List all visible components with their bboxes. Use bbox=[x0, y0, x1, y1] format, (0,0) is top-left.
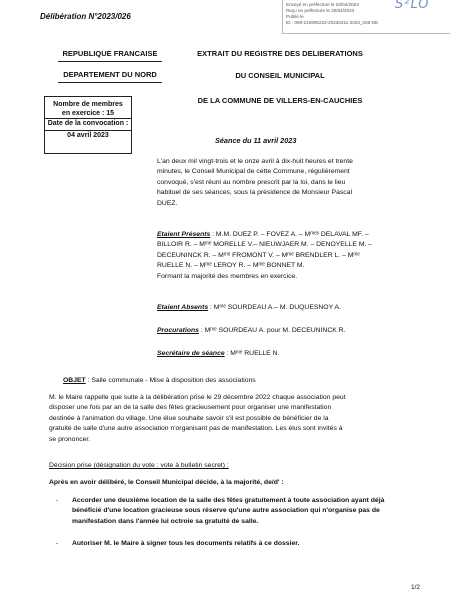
decision-line: Accorder une deuxième location de la salle des fêtes gratuitement à toute association ayant déjà bbox=[72, 497, 385, 504]
commune-title: DE LA COMMUNE DE VILLERS-EN-CAUCHIES bbox=[197, 96, 363, 105]
presents-line: DECEUNINCK R. – Mᵐᵉ FROMONT V. – Mᵐᵉ BRENDLER L. – Mᵐᵉ bbox=[157, 251, 360, 259]
intro-line: convoqué, s'est réuni au nombre prescrit par la loi, dans le lieu bbox=[157, 178, 346, 186]
secretaire-label: Secrétaire de séance bbox=[157, 350, 225, 357]
body-paragraph bbox=[49, 393, 415, 445]
presents-line: BILLOIR R. – Mᵐᵉ MORELLE V.– NIEUWJAER M. – DENOYELLE M. – bbox=[157, 241, 373, 249]
secretaire-line bbox=[157, 349, 279, 359]
intro-line: habituel de ses séances, sous la présidence de Monsieur Pascal bbox=[157, 189, 352, 197]
presents-line: : M.M. DUEZ P. – FOVEZ A. – Mᵐᵉˢ DELAVAL MF. – bbox=[210, 231, 369, 238]
decision-intro: Après en avoir délibéré, le Conseil Municipal décide, à la majorité, de/d' : bbox=[49, 479, 284, 486]
procurations-label: Procurations bbox=[157, 327, 199, 334]
members-line: en exercice : 15 bbox=[61, 110, 115, 117]
body-line: gratuité de salle d'une autre association n'organisant pas de manifestation. Les élus sont invités à bbox=[49, 425, 343, 433]
decision-item bbox=[72, 496, 418, 527]
absents-text: : Mᵐᵉ SOURDEAU A.– M. DUQUESNOY A. bbox=[208, 304, 341, 311]
seance-date: Séance du 11 avril 2023 bbox=[215, 136, 297, 145]
decision-line: Autoriser M. le Maire à signer tous les documents relatifs à ce dossier. bbox=[72, 540, 300, 547]
bullet-dash: - bbox=[56, 540, 59, 547]
divider bbox=[58, 61, 162, 62]
decision-item bbox=[72, 539, 299, 549]
deliberation-number: Délibération N°2023/026 bbox=[40, 12, 131, 21]
presents-label: Etaient Présents bbox=[157, 231, 211, 238]
stamp-line: Envoyé en préfecture le 20/04/2023 bbox=[286, 2, 359, 7]
republique-label: REPUBLIQUE FRANCAISE bbox=[62, 49, 158, 58]
divider bbox=[58, 82, 162, 83]
bullet-dash: - bbox=[56, 497, 59, 504]
objet-label: OBJET bbox=[63, 377, 86, 384]
stamp-line: ID : 059-215906223-20230411-2023_026-DE bbox=[286, 20, 379, 25]
extrait-title: EXTRAIT DU REGISTRE DES DELIBERATIONS bbox=[197, 49, 363, 58]
stamp-logo: S²LO bbox=[395, 0, 430, 12]
intro-line: L'an deux mil vingt-trois et le onze avril à dix-huit heures et trente bbox=[157, 158, 353, 165]
decision-line: manifestation dans l'année lui octroie sa gratuité de salle. bbox=[72, 517, 259, 525]
absents-label: Etaient Absents bbox=[157, 304, 209, 311]
intro-paragraph bbox=[157, 157, 417, 209]
body-line: se prononcer. bbox=[49, 435, 91, 443]
convocation-date: 04 avril 2023 bbox=[45, 130, 131, 140]
departement-label: DEPARTEMENT DU NORD bbox=[63, 70, 157, 79]
convocation-label: Date de la convocation : bbox=[45, 118, 131, 128]
decision-label: Décision prise (désignation du vote : vote à bulletin secret) : bbox=[49, 462, 229, 469]
body-line: disposer une fois par an de la salle des fêtes gracieusement pour organiser une manifestation bbox=[49, 404, 332, 412]
conseil-title: DU CONSEIL MUNICIPAL bbox=[235, 71, 325, 80]
objet-line bbox=[63, 376, 256, 386]
presents-block bbox=[157, 230, 425, 282]
decision-line: bénéficié d'une location gracieuse sous réserve qu'une autre association qui n'organise pas de bbox=[72, 507, 380, 515]
presents-line: RUELLE N. – Mᵐᵉ LEROY R. – Mᵐᵉ BONNET M. bbox=[157, 262, 305, 270]
body-line: M. le Maire rappelle que suite à la délibération prise le 29 décembre 2022 chaque association peut bbox=[49, 394, 346, 401]
prefecture-stamp bbox=[282, 0, 450, 34]
stamp-line: Reçu en préfecture le 20/04/2023 bbox=[286, 8, 355, 13]
members-box bbox=[44, 96, 132, 154]
body-line: destinée à l'animation du village. Une élue souhaite savoir s'il est possible de bénéficier de la bbox=[49, 414, 329, 422]
presents-line: Formant la majorité des membres en exercice. bbox=[157, 272, 298, 280]
procurations-line bbox=[157, 326, 345, 336]
members-line: Nombre de membres bbox=[53, 101, 123, 108]
absents-line bbox=[157, 303, 341, 313]
intro-line: minutes, le Conseil Municipal de cette Commune, régulièrement bbox=[157, 168, 350, 176]
page-number: 1/2 bbox=[410, 584, 420, 591]
procurations-text: : Mᵐᵉ SOURDEAU A. pour M. DECEUNINCK R. bbox=[198, 327, 346, 334]
objet-text: : Salle communale - Mise à disposition des associations bbox=[85, 377, 256, 384]
stamp-line: Publié le bbox=[286, 14, 304, 19]
secretaire-text: : Mᵐᵉ RUELLE N. bbox=[224, 350, 280, 357]
intro-line: DUEZ. bbox=[157, 199, 178, 207]
